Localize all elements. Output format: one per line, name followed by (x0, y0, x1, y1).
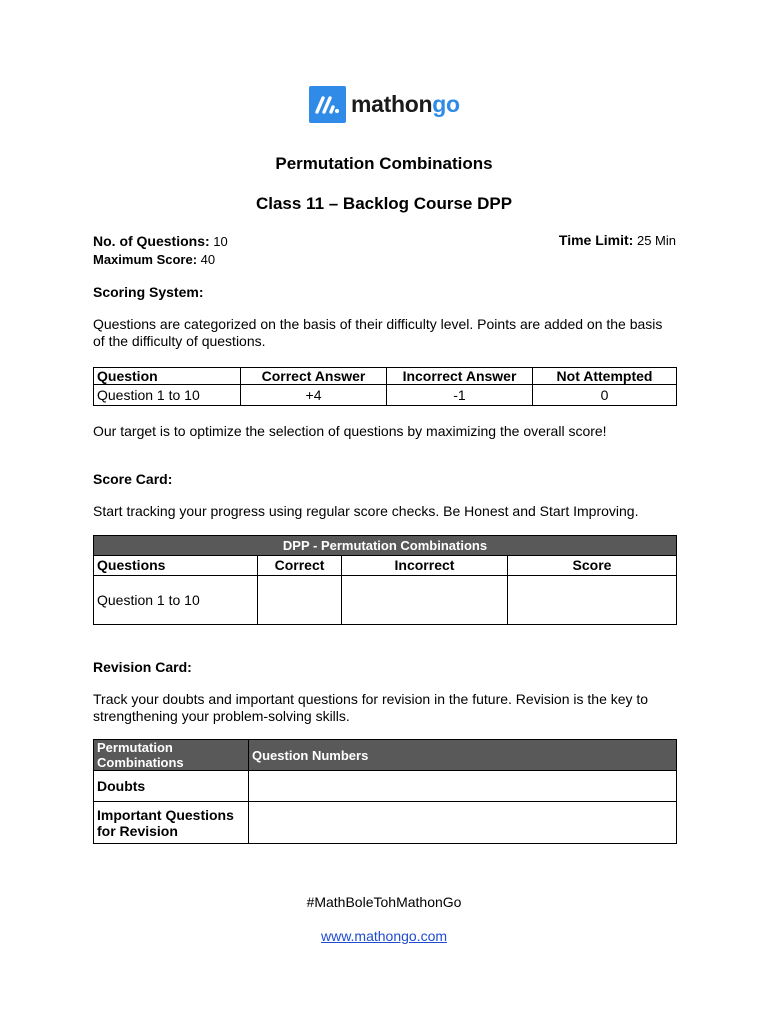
table-header-cell: Correct Answer (241, 368, 387, 385)
scoring-description: Questions are categorized on the basis of their difficulty level. Points are added on the basis of the difficulty of questions. (93, 316, 663, 349)
revision-card-heading: Revision Card: (93, 659, 192, 675)
doubts-input-cell[interactable] (249, 771, 677, 802)
table-row (94, 771, 677, 802)
table-cell: -1 (387, 385, 533, 406)
website-link[interactable]: www.mathongo.com (320, 928, 448, 944)
table-cell: Question 1 to 10 (94, 576, 258, 625)
footer-hashtag: #MathBoleTohMathonGo (306, 894, 462, 910)
table-header-cell: Permutation Combinations (94, 740, 249, 771)
score-card-heading: Score Card: (93, 471, 173, 487)
scoring-table (93, 367, 677, 406)
revision-card-description: Track your doubts and important questions for revision in the future. Revision is the key to strengthening your problem-solving skills. (93, 691, 649, 724)
table-header-cell: Correct (258, 556, 342, 576)
time-limit-label: Time Limit: (558, 232, 634, 248)
important-questions-input-cell[interactable] (249, 802, 677, 844)
table-header-cell: Not Attempted (533, 368, 677, 385)
revision-card-table (93, 739, 677, 844)
correct-input-cell[interactable] (258, 576, 342, 625)
mathongo-logo-icon (309, 86, 346, 123)
page-title: Permutation Combinations (275, 154, 493, 173)
table-cell: Important Questions for Revision (94, 802, 249, 844)
target-statement: Our target is to optimize the selection of questions by maximizing the overall score! (93, 423, 607, 439)
max-score-label: Maximum Score: (93, 252, 198, 267)
mathongo-logo (309, 86, 464, 123)
table-header-cell: Question (94, 368, 241, 385)
table-cell: +4 (241, 385, 387, 406)
table-header-cell: Score (508, 556, 677, 576)
score-card-table (93, 535, 677, 625)
table-header-row (94, 368, 677, 385)
table-row (94, 576, 677, 625)
table-row (94, 802, 677, 844)
table-header-row (94, 556, 677, 576)
questions-count (93, 233, 228, 250)
table-header-cell: Questions (94, 556, 258, 576)
table-header-cell: Incorrect (342, 556, 508, 576)
table-cell: Doubts (94, 771, 249, 802)
logo-text-main: mathon (351, 91, 433, 117)
table-cell: Question 1 to 10 (94, 385, 241, 406)
time-limit (559, 232, 676, 249)
scoring-heading: Scoring System: (93, 284, 204, 300)
score-card-table-title: DPP - Permutation Combinations (94, 536, 677, 556)
table-row (94, 385, 677, 406)
page-subtitle: Class 11 – Backlog Course DPP (255, 194, 513, 213)
logo-wordmark (351, 89, 460, 119)
table-header-row (94, 740, 677, 771)
table-cell: 0 (533, 385, 677, 406)
score-input-cell[interactable] (508, 576, 677, 625)
maximum-score (93, 252, 215, 268)
table-title-row (94, 536, 677, 556)
score-card-description: Start tracking your progress using regular score checks. Be Honest and Start Improving. (93, 503, 639, 519)
table-header-cell: Incorrect Answer (387, 368, 533, 385)
questions-label: No. of Questions: (93, 233, 210, 249)
max-score-value: 40 (200, 252, 216, 267)
incorrect-input-cell[interactable] (342, 576, 508, 625)
questions-value: 10 (213, 234, 228, 249)
logo-text-accent: go (432, 91, 460, 117)
time-limit-value: 25 Min (636, 233, 676, 248)
footer-link-wrapper (0, 928, 768, 944)
table-header-cell: Question Numbers (249, 740, 677, 771)
